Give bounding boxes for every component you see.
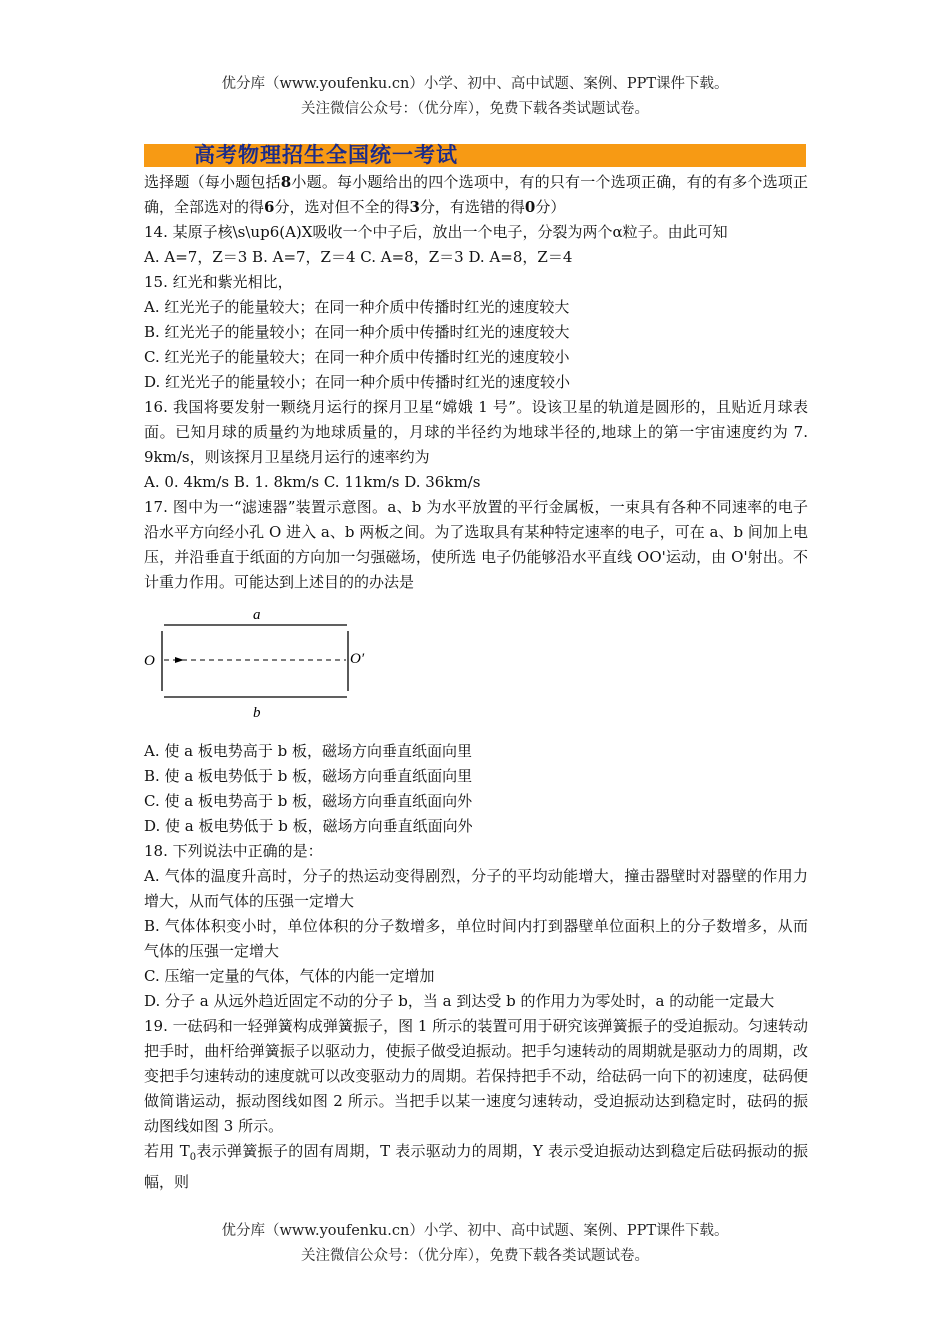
page-title: 高考物理招生全国统一考试 bbox=[194, 142, 458, 167]
footer-line-1: 优分库（www.youfenku.cn）小学、初中、高中试题、案例、PPT课件下载。 bbox=[221, 1223, 729, 1239]
q17-option-a: A. 使 a 板电势高于 b 板，磁场方向垂直纸面向里 bbox=[144, 742, 472, 760]
velocity-filter-diagram bbox=[144, 599, 808, 739]
exam-content bbox=[144, 170, 808, 1195]
q19-tail: 若用 $T_0$表示弹簧振子的固有周期，T 表示驱动力的周期，Y 表示受迫振动达到稳定后砝码振动的振幅，则 bbox=[144, 1142, 808, 1191]
q14-options: A. A=7，Z＝3 B. A=7，Z＝4 C. A=8，Z＝3 D. A=8，Z＝4 bbox=[144, 248, 573, 266]
q15-option-b: B. 红光光子的能量较小；在同一种介质中传播时红光的速度较大 bbox=[144, 323, 570, 341]
header-line-1: 优分库（www.youfenku.cn）小学、初中、高中试题、案例、PPT课件下载。 bbox=[221, 76, 729, 92]
q17-option-b: B. 使 a 板电势低于 b 板，磁场方向垂直纸面向里 bbox=[144, 767, 473, 785]
arrow-icon bbox=[175, 657, 184, 663]
q18-option-d: D. 分子 a 从远外趋近固定不动的分子 b，当 a 到达受 b 的作用力为零处时，a 的动能一定最大 bbox=[144, 992, 775, 1010]
title-banner bbox=[144, 144, 806, 167]
q16-stem: 16. 我国将要发射一颗绕月运行的探月卫星“嫦娥 1 号”。设该卫星的轨道是圆形的，且贴近月球表面。已知月球的质量约为地球质量的，月球的半径约为地球半径的,地球上的第一宇宙速度约为 7. 9km/s，则该探月卫星绕月运行的速率约为 bbox=[144, 398, 808, 466]
plate-b-label: b bbox=[253, 705, 261, 721]
q15-option-d: D. 红光光子的能量较小；在同一种介质中传播时红光的速度较小 bbox=[144, 373, 571, 391]
q15-stem: 15. 红光和紫光相比， bbox=[144, 273, 293, 291]
footer-line-2: 关注微信公众号：（优分库），免费下载各类试题试卷。 bbox=[301, 1248, 649, 1264]
q19-stem: 19. 一砝码和一轻弹簧构成弹簧振子，图 1 所示的装置可用于研究该弹簧振子的受迫振动。匀速转动把手时，曲杆给弹簧振子以驱动力，使振子做受迫振动。把手匀速转动的周期就是驱动力的周期，改变把手匀速转动的速度就可以改变驱动力的周期。若保持把手不动，给砝码一向下的初速度，砝码便做简谐运动，振动图线如图 2 所示。当把手以某一速度匀速转动，受迫振动达到稳定时，砝码的振动图线如图 3 所示。 bbox=[144, 1017, 808, 1135]
q15-option-a: A. 红光光子的能量较大；在同一种介质中传播时红光的速度较大 bbox=[144, 298, 570, 316]
section-intro: 选择题（每小题包括8小题。每小题给出的四个选项中，有的只有一个选项正确，有的有多个选项正确，全部选对的得6分，选对但不全的得3分，有选错的得0分） bbox=[144, 173, 808, 216]
plate-a-label: a bbox=[253, 607, 261, 623]
point-o-label: O bbox=[144, 653, 155, 669]
q18-option-a: A. 气体的温度升高时，分子的热运动变得剧烈，分子的平均动能增大，撞击器壁时对器壁的作用力增大，从而气体的压强一定增大 bbox=[144, 867, 808, 910]
q14-stem: 14. 某原子核\s\up6(A)X吸收一个中子后，放出一个电子，分裂为两个α粒子。由此可知 bbox=[144, 223, 728, 241]
point-o-prime-label: O′ bbox=[350, 651, 365, 667]
q17-option-d: D. 使 a 板电势低于 b 板，磁场方向垂直纸面向外 bbox=[144, 817, 473, 835]
q16-options: A. 0. 4km/s B. 1. 8km/s C. 11km/s D. 36km/s bbox=[144, 473, 481, 491]
header-line-2: 关注微信公众号：（优分库），免费下载各类试题试卷。 bbox=[301, 101, 649, 117]
q18-stem: 18. 下列说法中正确的是： bbox=[144, 842, 323, 860]
q17-stem: 17. 图中为一“滤速器”装置示意图。a、b 为水平放置的平行金属板，一束具有各种不同速率的电子沿水平方向经小孔 O 进入 a、b 两板之间。为了选取具有某种特定速率的电子，可在 a、b 间加上电压，并沿垂直于纸面的方向加一匀强磁场，使所选 电子仍能够沿水平直线 OO'运动，由 O'射出。不计重力作用。可能达到上述目的的办法是 bbox=[144, 498, 808, 591]
q17-option-c: C. 使 a 板电势高于 b 板，磁场方向垂直纸面向外 bbox=[144, 792, 473, 810]
q15-option-c: C. 红光光子的能量较大；在同一种介质中传播时红光的速度较小 bbox=[144, 348, 570, 366]
q18-option-c: C. 压缩一定量的气体，气体的内能一定增加 bbox=[144, 967, 435, 985]
q18-option-b: B. 气体体积变小时，单位体积的分子数增多，单位时间内打到器壁单位面积上的分子数增多，从而气体的压强一定增大 bbox=[144, 917, 808, 960]
